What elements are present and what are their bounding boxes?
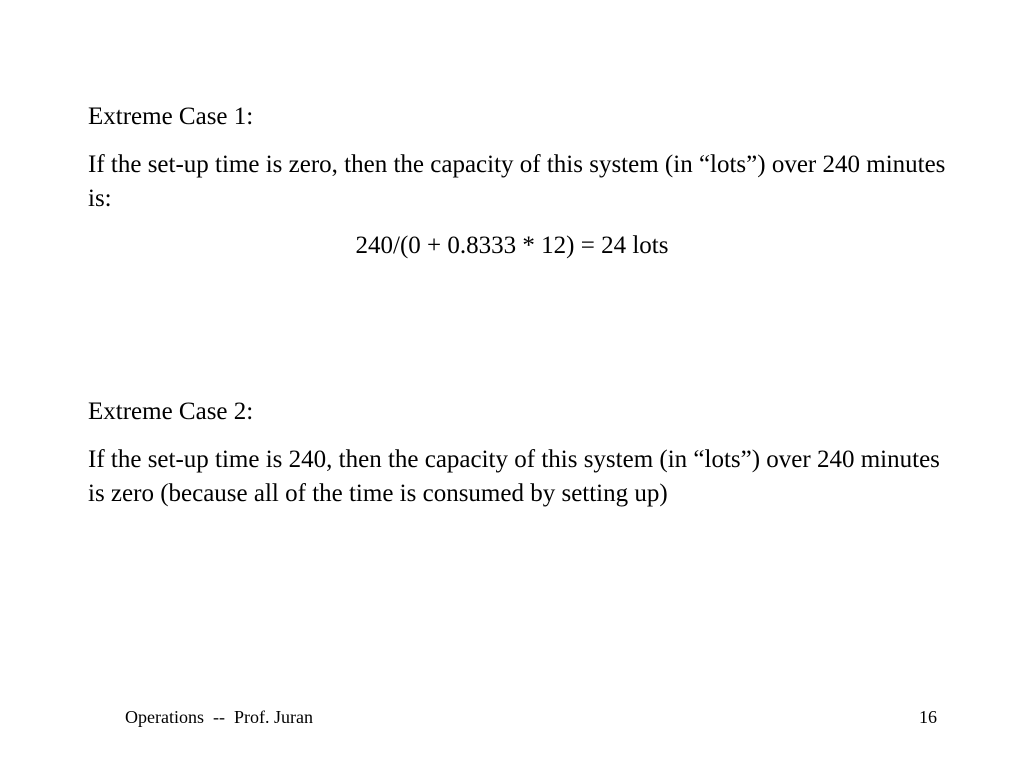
footer-course-label: Operations -- Prof. Juran xyxy=(125,707,313,727)
extreme-case-2-text: If the set-up time is 240, then the capacity of this system (in “lots”) over 240 minutes is zero (because all of the time is consumed by setting up) xyxy=(88,446,940,507)
slide-page-number: 16 xyxy=(919,707,937,727)
extreme-case-1-section xyxy=(88,100,948,216)
extreme-case-1-text: If the set-up time is zero, then the capacity of this system (in “lots”) over 240 minutes is: xyxy=(88,151,946,212)
extreme-case-1-heading: Extreme Case 1: xyxy=(88,103,254,130)
capacity-formula: 240/(0 + 0.8333 * 12) = 24 lots xyxy=(355,232,669,259)
extreme-case-2-heading: Extreme Case 2: xyxy=(88,398,254,425)
extreme-case-2-section xyxy=(88,395,948,511)
